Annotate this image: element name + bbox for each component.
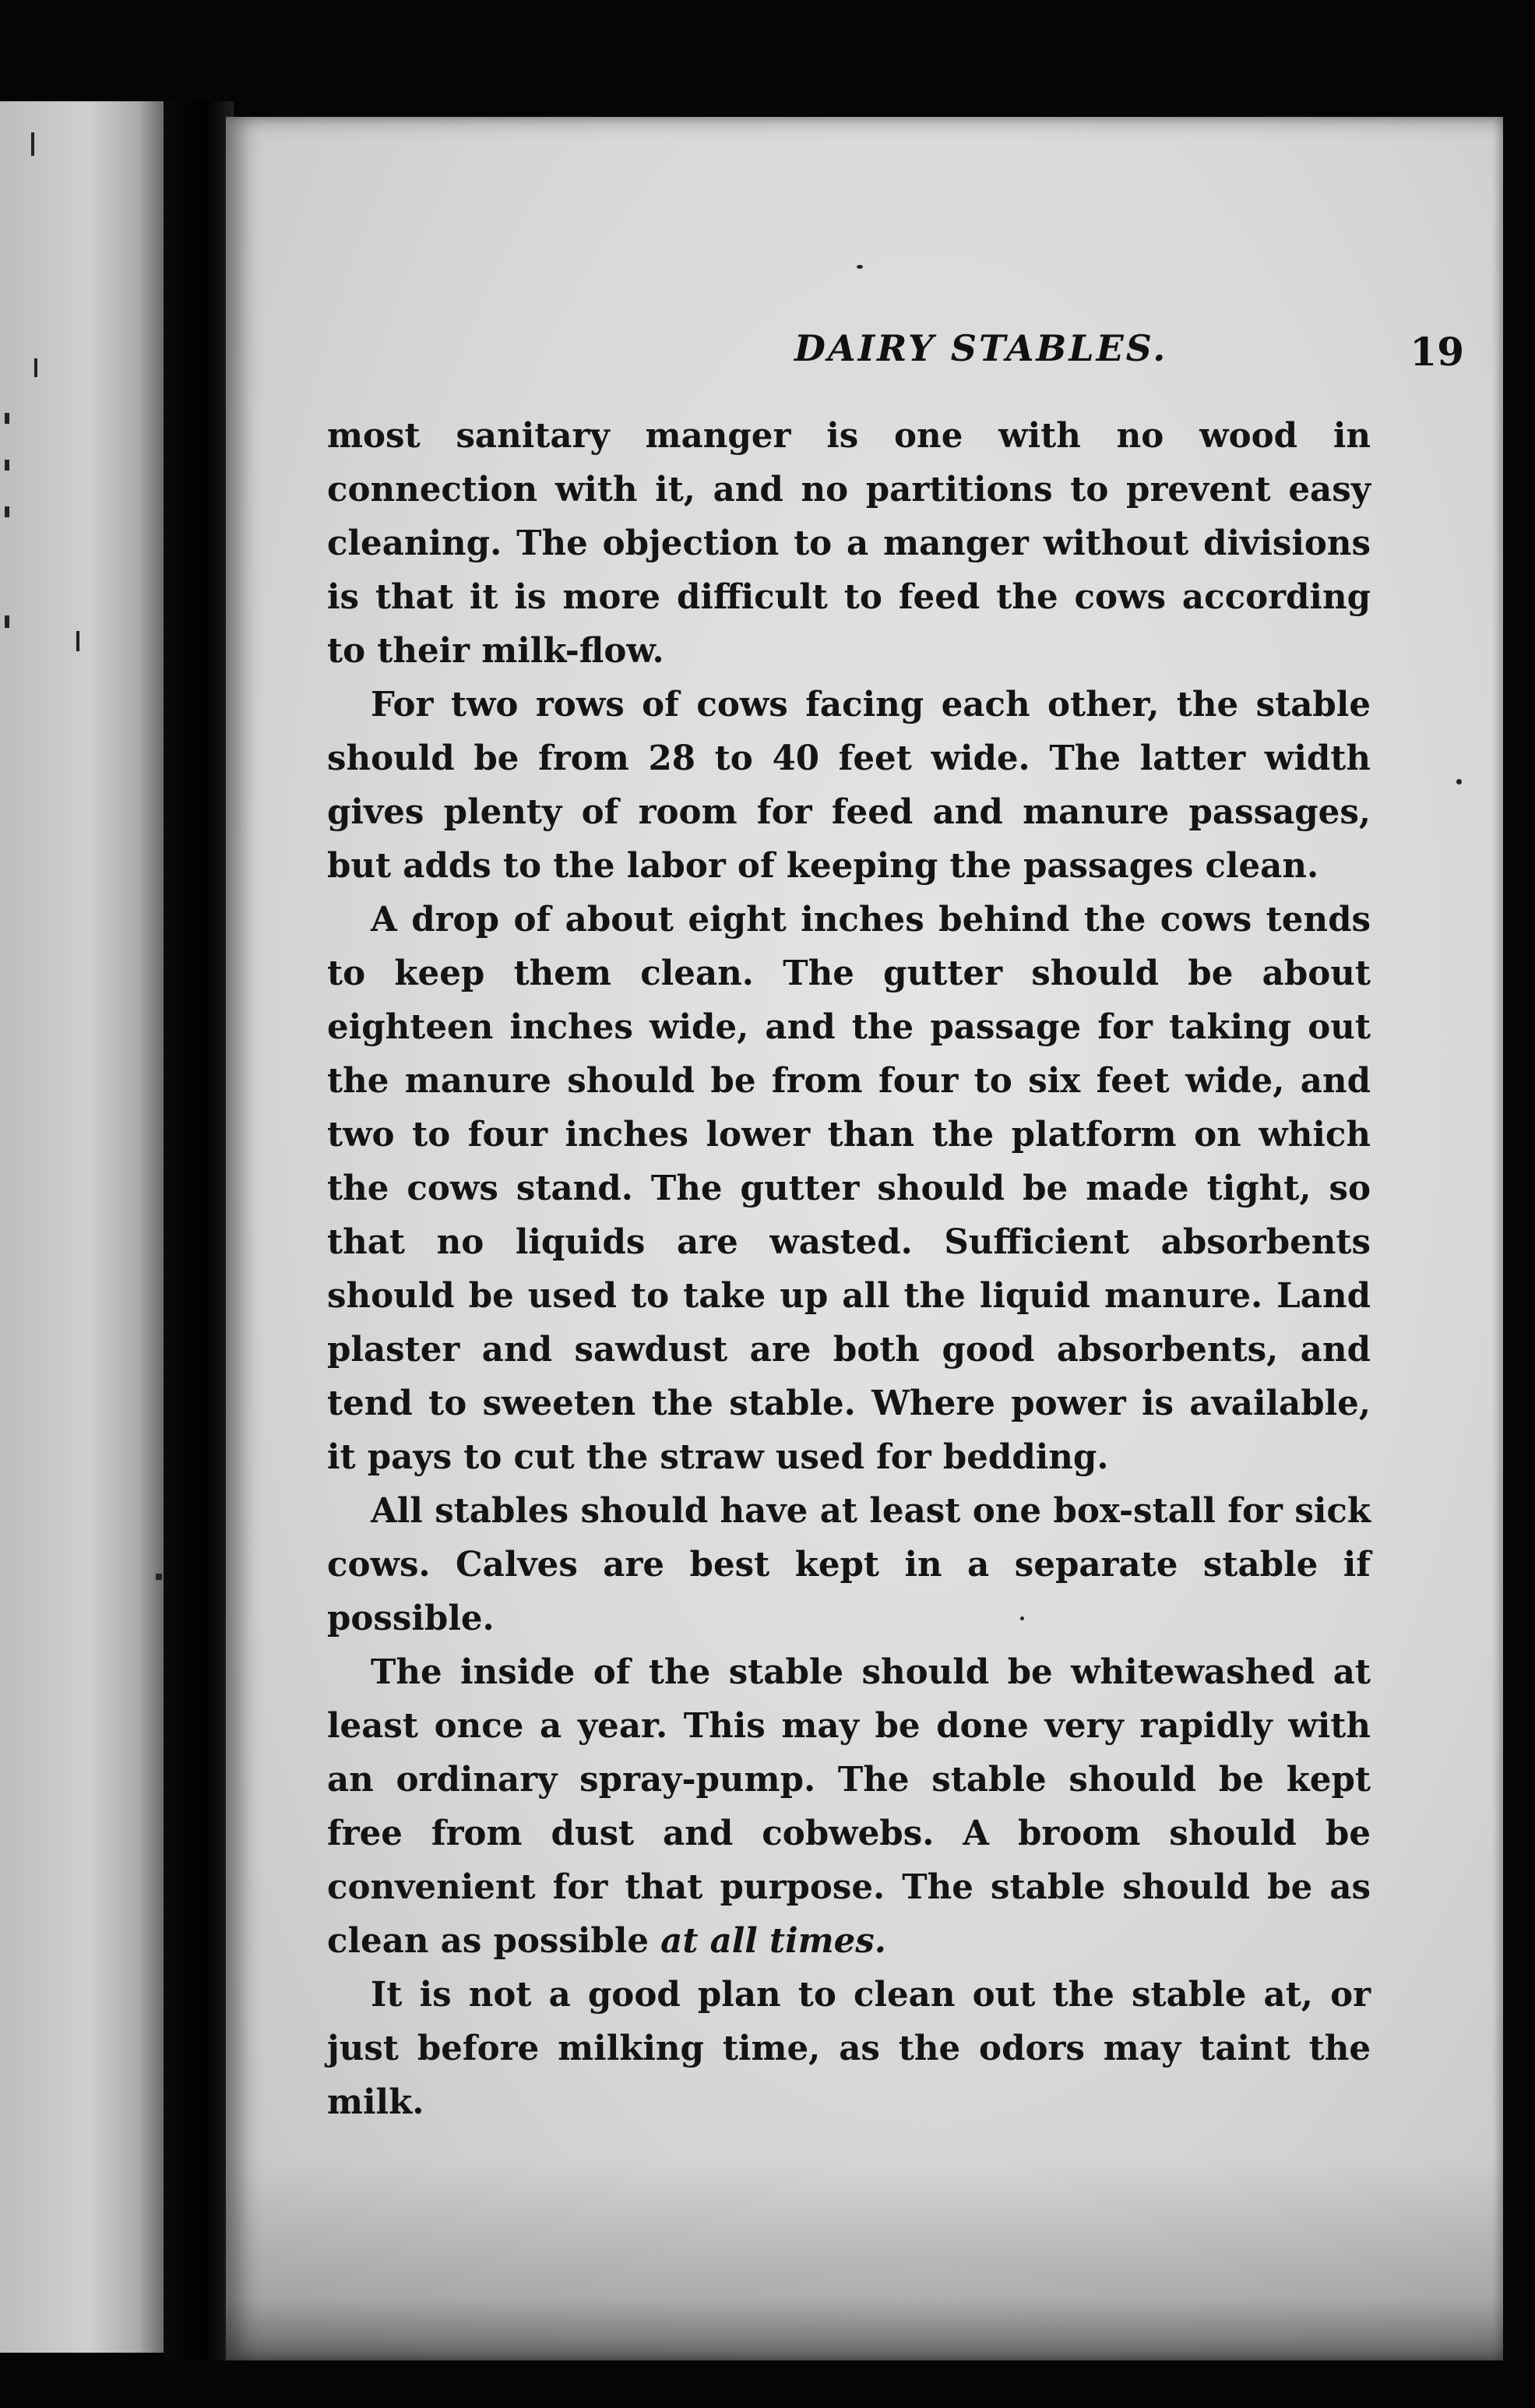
page-bottom-shading (226, 2158, 1503, 2360)
paragraph-4: All stables should have at least one box-stall for sick cows. Calves are best kept in a separate stable if possible. (327, 1491, 1371, 1638)
book-gutter (164, 101, 234, 2360)
paragraph-5 (327, 1645, 1371, 1968)
running-head: DAIRY STABLES. (794, 327, 1168, 369)
paragraph-5-text: The inside of the stable should be whitewashed at least once a year. This may be done very rapidly with an ordinary spray-pump. The stable should be kept free from dust and cobwebs. A broom should be convenient for that purpose. The stable should be as clean as possible (327, 1652, 1371, 1961)
page-speck (857, 265, 863, 269)
page-speck (1456, 779, 1462, 784)
page-body-text (327, 409, 1371, 2129)
paragraph-5-emphasis: at all times. (660, 1921, 886, 1961)
paragraph-3: A drop of about eight inches behind the cows tends to keep them clean. The gutter should be about eighteen inches wide, and the passage for taking out the manure should be from four to six feet wide, and two to four inches lower than the platform on which the cows stand. The gutter should be made tight, so that no liquids are wasted. Sufficient absorbents should be used to take up all the liquid manure. Land plaster and sawdust are both good absorbents, and tend to sweeten the stable. Where power is available, it pays to cut the straw used for bedding. (327, 900, 1371, 1477)
left-page-marks (0, 101, 164, 2353)
paragraph-2: For two rows of cows facing each other, the stable should be from 28 to 40 feet wide. The latter width gives plenty of room for feed and manure passages, but adds to the labor of keeping the passages clean. (327, 685, 1371, 886)
paragraph-1: most sanitary manger is one with no wood in connection with it, and no partitions to prevent easy cleaning. The objection to a manger without divisions is that it is more difficult to feed the cows according to their milk-flow. (327, 416, 1371, 671)
page-header (327, 327, 1464, 390)
page-number: 19 (1410, 329, 1464, 375)
paragraph-6: It is not a good plan to clean out the stable at, or just before milking time, as the odors may taint the milk. (327, 1975, 1371, 2122)
book-page (226, 117, 1503, 2360)
